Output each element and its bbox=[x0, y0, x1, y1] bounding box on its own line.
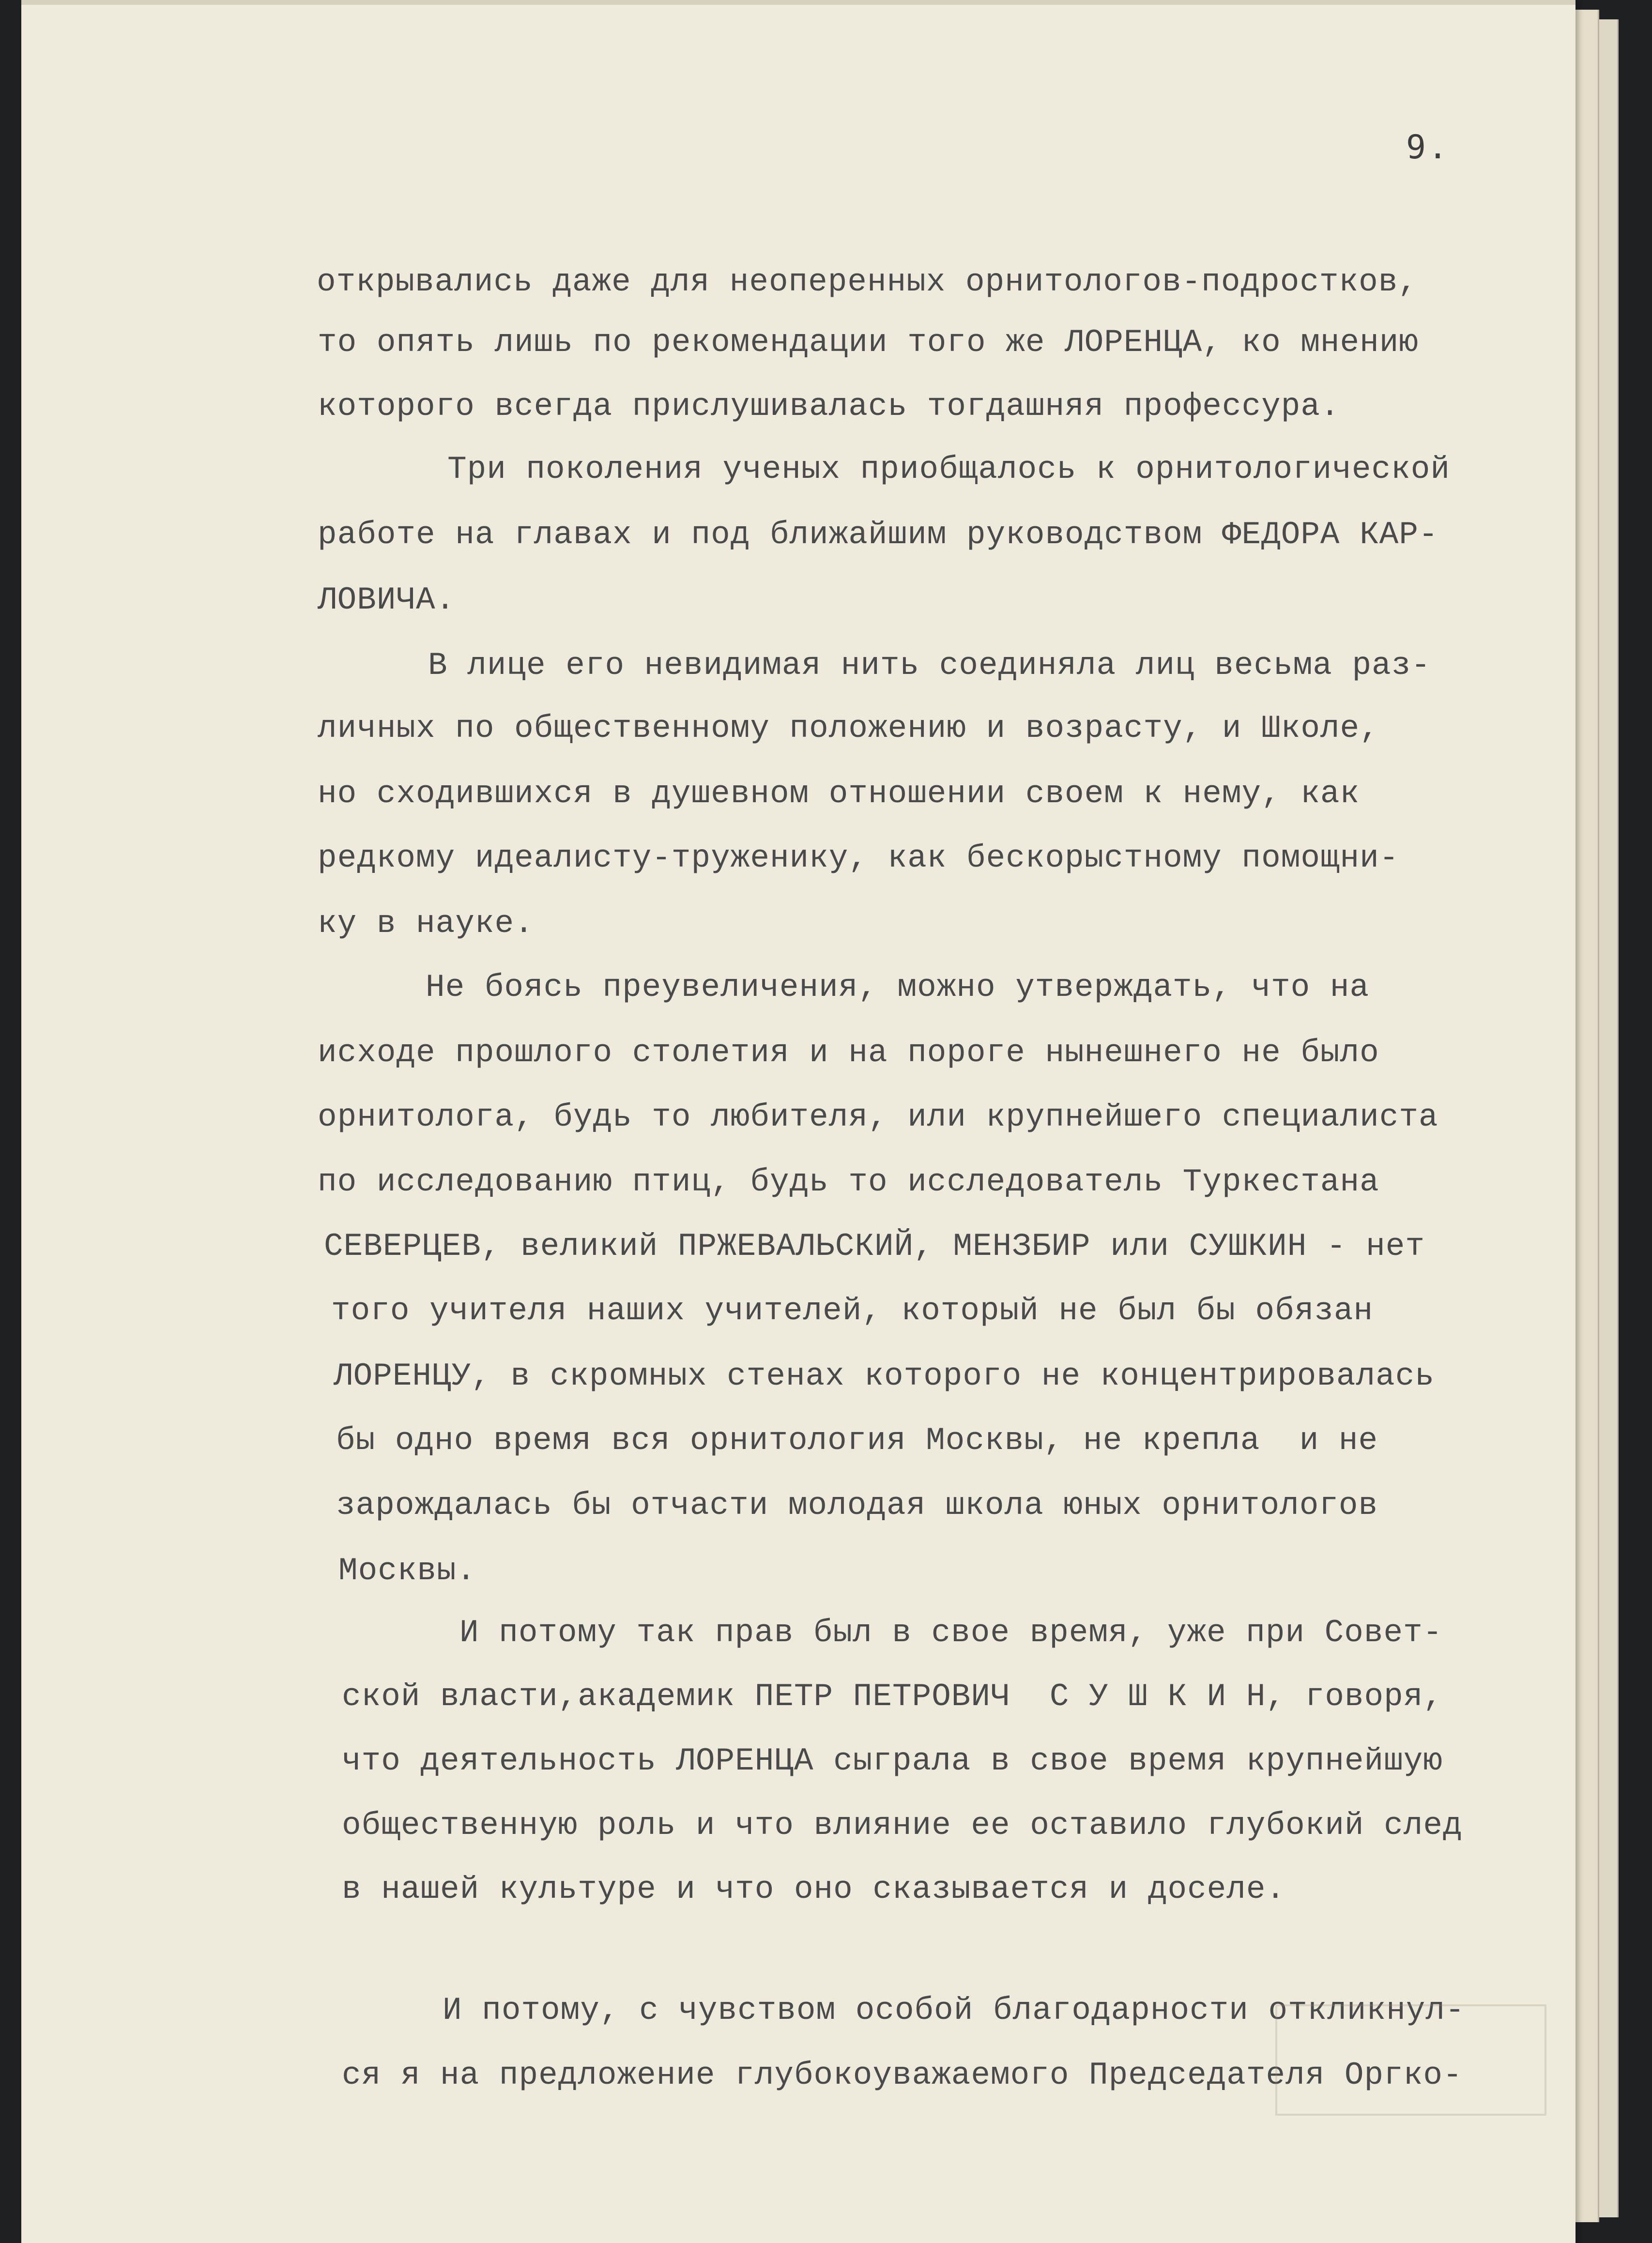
page-number: 9. bbox=[1406, 128, 1450, 167]
text-line: В лице его невидимая нить соединяла лиц весьма раз- bbox=[428, 647, 1431, 684]
text-line: И потому так прав был в свое время, уже при Совет- bbox=[459, 1615, 1443, 1651]
text-line: что деятельность ЛОРЕНЦА сыграла в свое время крупнейшую bbox=[342, 1743, 1443, 1779]
text-line: И потому, с чувством особой благодарности откликнул- bbox=[443, 1992, 1465, 2029]
text-line: ся я на предложение глубокоуважаемого Председателя Оргко- bbox=[342, 2057, 1463, 2093]
text-line: работе на главах и под ближайшим руководством ФЕДОРА КАР- bbox=[318, 517, 1438, 553]
text-line: ЛОВИЧА. bbox=[318, 582, 456, 618]
text-line: редкому идеалисту-труженику, как бескорыстному помощни- bbox=[318, 840, 1399, 876]
faded-stamp bbox=[1275, 2004, 1546, 2116]
text-line: зарождалась бы отчасти молодая школа юных орнитологов bbox=[336, 1487, 1378, 1524]
text-line: Три поколения ученых приобщалось к орнитологической bbox=[447, 451, 1450, 488]
text-line: общественную роль и что влияние ее оставило глубокий след bbox=[342, 1807, 1463, 1844]
text-line: исходе прошлого столетия и на пороге нынешнего не было bbox=[318, 1035, 1379, 1071]
text-line: которого всегда прислушивалась тогдашняя профессура. bbox=[318, 388, 1340, 425]
text-line: личных по общественному положению и возрасту, и Школе, bbox=[318, 710, 1379, 747]
text-line: СЕВЕРЦЕВ, великий ПРЖЕВАЛЬСКИЙ, МЕНЗБИР или СУШКИН - нет bbox=[324, 1228, 1425, 1265]
text-line: ЛОРЕНЦУ, в скромных стенах которого не концентрировалась bbox=[334, 1358, 1435, 1394]
typewritten-page bbox=[21, 0, 1576, 2243]
text-line: Москвы. bbox=[338, 1553, 476, 1589]
text-line: Не боясь преувеличения, можно утверждать, что на bbox=[426, 969, 1370, 1006]
text-line: бы одно время вся орнитология Москвы, не крепла и не bbox=[336, 1422, 1378, 1459]
text-line: орнитолога, будь то любителя, или крупнейшего специалиста bbox=[318, 1099, 1438, 1135]
text-line: по исследованию птиц, будь то исследователь Туркестана bbox=[318, 1164, 1379, 1200]
text-line: в нашей культуре и что оно сказывается и доселе. bbox=[342, 1871, 1286, 1907]
body-text bbox=[21, 5, 1576, 2243]
text-line: ской власти,академик ПЕТР ПЕТРОВИЧ С У Ш К И Н, говоря, bbox=[342, 1678, 1443, 1715]
text-line: но сходившихся в душевном отношении своем к нему, как bbox=[318, 776, 1360, 812]
text-line: ку в науке. bbox=[318, 905, 534, 942]
text-line: открывались даже для неоперенных орнитологов-подростков, bbox=[317, 264, 1418, 300]
text-line: того учителя наших учителей, который не был бы обязан bbox=[331, 1293, 1374, 1329]
text-line: то опять лишь по рекомендации того же ЛОРЕНЦА, ко мнению bbox=[318, 324, 1419, 361]
